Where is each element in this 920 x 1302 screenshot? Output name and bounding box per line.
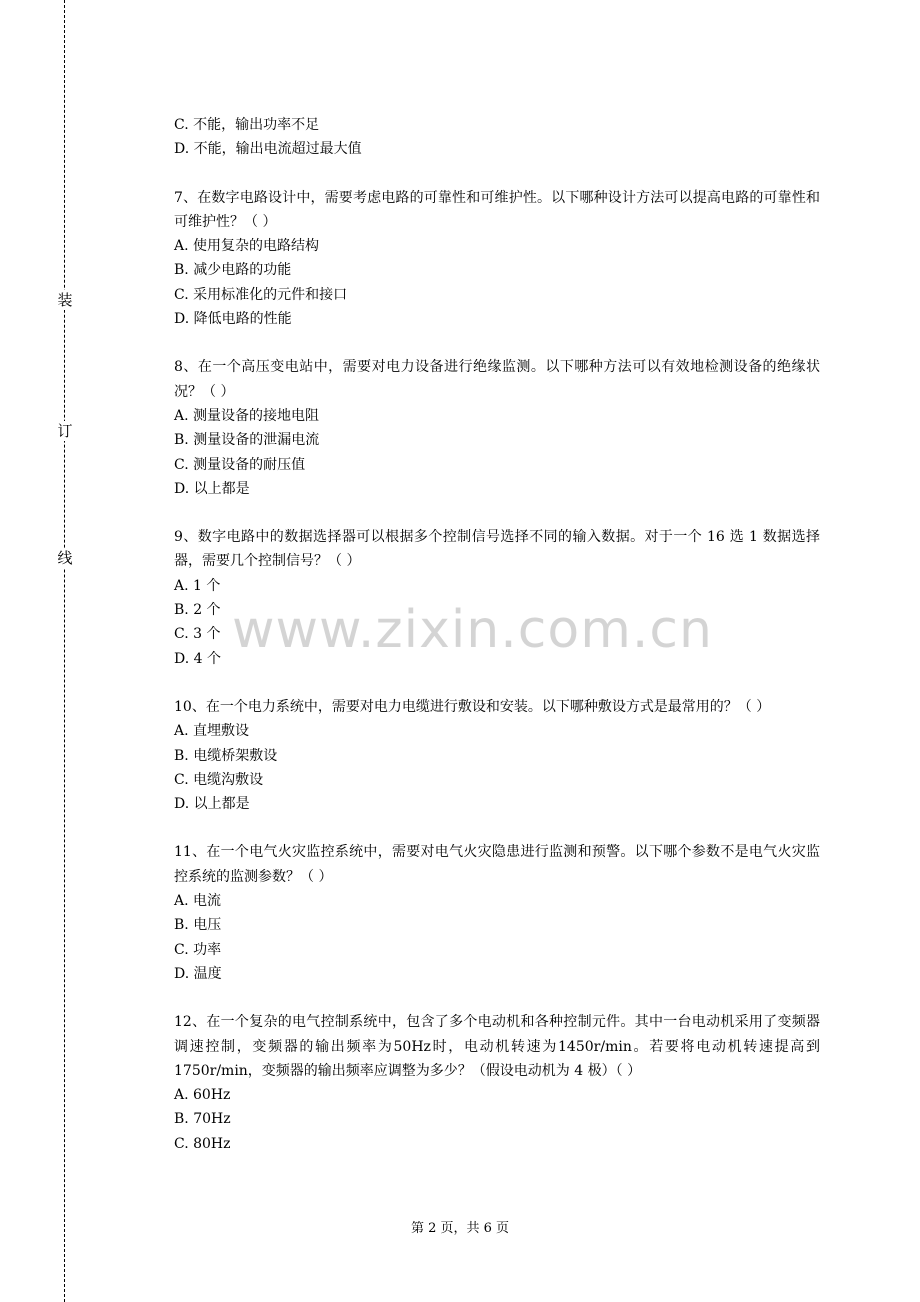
question-block (174, 113, 820, 162)
answer-option: D. 温度 (174, 965, 222, 982)
question-block (174, 525, 820, 671)
answer-option: B. 70Hz (174, 1111, 231, 1128)
answer-option: A. 60Hz (174, 1087, 231, 1104)
answer-option: B. 测量设备的泄漏电流 (174, 432, 320, 449)
answer-option: B. 2 个 (174, 602, 221, 619)
answer-option: B. 减少电路的功能 (174, 262, 292, 279)
question-stem: 12、在一个复杂的电气控制系统中，包含了多个电动机和各种控制元件。其中一台电动机采用了变频器调速控制，变频器的输出频率为50Hz时，电动机转速为1450r/min。若要将电动机转速提高到 1750r/min，变频器的输出频率应调整为多少？（假设电动机为 4 极）（ ） (174, 1014, 820, 1079)
answer-option: C. 80Hz (174, 1135, 231, 1152)
question-list (174, 113, 820, 1156)
binding-char-ding: 订 (55, 421, 75, 441)
answer-option: C. 采用标准化的元件和接口 (174, 286, 348, 303)
question-block (174, 186, 820, 332)
question-stem: 9、数字电路中的数据选择器可以根据多个控制信号选择不同的输入数据。对于一个 16 选 1 数据选择器，需要几个控制信号？（ ） (174, 529, 820, 570)
answer-option: D. 以上都是 (174, 480, 250, 497)
question-stem: 11、在一个电气火灾监控系统中，需要对电气火灾隐患进行监测和预警。以下哪个参数不是电气火灾监控系统的监测参数？（ ） (174, 844, 820, 885)
answer-option: B. 电缆桥架敷设 (174, 747, 278, 764)
question-block (174, 695, 820, 816)
answer-option: A. 1 个 (174, 577, 221, 594)
answer-option: C. 功率 (174, 941, 222, 958)
question-stem: 7、在数字电路设计中，需要考虑电路的可靠性和可维护性。以下哪种设计方法可以提高电路的可靠性和可维护性？（ ） (174, 189, 820, 230)
answer-option: D. 降低电路的性能 (174, 311, 292, 328)
binding-dashed-line (64, 0, 65, 1302)
binding-char-zhuang: 装 (55, 290, 75, 310)
answer-option: C. 测量设备的耐压值 (174, 456, 306, 473)
answer-option: D. 以上都是 (174, 796, 250, 813)
answer-option: A. 使用复杂的电路结构 (174, 238, 320, 255)
answer-option: A. 直埋敷设 (174, 723, 250, 740)
page-footer: 第 2 页，共 6 页 (410, 1221, 510, 1236)
answer-option: C. 3 个 (174, 626, 221, 643)
answer-option: C. 电缆沟敷设 (174, 771, 264, 788)
answer-option: D. 4 个 (174, 650, 221, 667)
watermark: www.zixin.com.cn (232, 600, 713, 660)
question-block (174, 355, 820, 501)
question-stem: 8、在一个高压变电站中，需要对电力设备进行绝缘监测。以下哪种方法可以有效地检测设备的绝缘状况？（ ） (174, 359, 820, 400)
answer-option: B. 电压 (174, 917, 222, 934)
question-stem: 10、在一个电力系统中，需要对电力电缆进行敷设和安装。以下哪种敷设方式是最常用的？（ ） (174, 698, 771, 715)
question-block (174, 840, 820, 986)
question-block (174, 1010, 820, 1156)
answer-option: A. 测量设备的接地电阻 (174, 407, 320, 424)
answer-option: C. 不能，输出功率不足 (174, 117, 320, 133)
answer-option: A. 电流 (174, 893, 222, 910)
binding-char-xian: 线 (55, 548, 75, 568)
answer-option: D. 不能，输出电流超过最大值 (174, 141, 362, 158)
